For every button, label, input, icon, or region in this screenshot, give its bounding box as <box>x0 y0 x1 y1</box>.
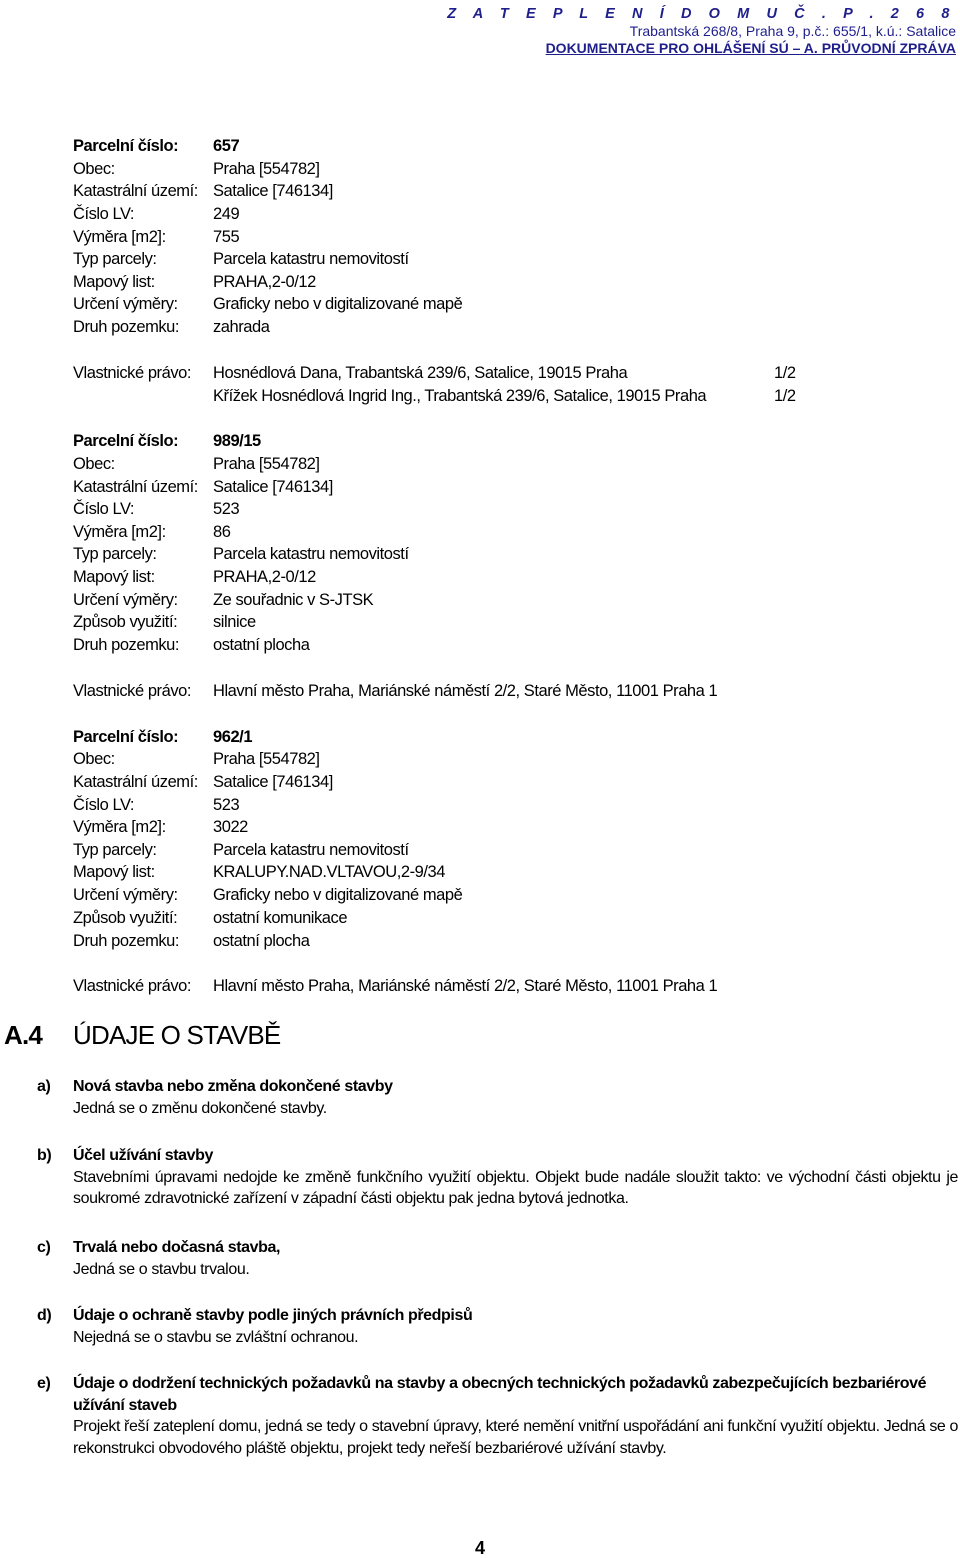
field-label: Katastrální území: <box>73 182 198 200</box>
field-value: zahrada <box>213 318 270 336</box>
item-heading: Nová stavba nebo změna dokončené stavby <box>73 1078 393 1095</box>
item-3 <box>0 1305 960 1348</box>
item-heading: Trvalá nebo dočasná stavba, <box>73 1239 281 1256</box>
item-letter: d) <box>37 1307 52 1324</box>
field-value: 86 <box>213 523 231 541</box>
field-label: Typ parcely: <box>73 841 157 859</box>
field-value: ostatní plocha <box>213 636 310 654</box>
field-label: Číslo LV: <box>73 796 135 814</box>
field-value: ostatní plocha <box>213 932 310 950</box>
item-1 <box>0 1145 960 1210</box>
field-label: Typ parcely: <box>73 250 157 268</box>
field-label: Výměra [m2]: <box>73 228 166 246</box>
field-value: Satalice [746134] <box>213 478 333 496</box>
field-value: KRALUPY.NAD.VLTAVOU,2-9/34 <box>213 863 445 881</box>
field-value: silnice <box>213 613 256 631</box>
field-value: Parcela katastru nemovitostí <box>213 841 409 859</box>
ownership-label: Vlastnické právo: <box>73 364 191 382</box>
field-label: Určení výměry: <box>73 591 178 609</box>
owner-share: 1/2 <box>774 387 796 405</box>
item-4 <box>0 1373 960 1459</box>
field-value: Parcela katastru nemovitostí <box>213 545 409 563</box>
field-label: Druh pozemku: <box>73 318 180 336</box>
field-value: 3022 <box>213 818 248 836</box>
item-body: Projekt řeší zateplení domu, jedná se tedy o stavební úpravy, které nemění vnitřní uspořádání ani funkční využití objektu. Jedná se o rekonstrukci obvodového pláště objektu, projekt tedy neřeší bezbariérové užívání stavby. <box>73 1418 958 1457</box>
field-value: Ze souřadnic v S-JTSK <box>213 591 374 609</box>
field-value: Parcela katastru nemovitostí <box>213 250 409 268</box>
item-heading: Údaje o dodržení technických požadavků na stavby a obecných technických požadavků zabezpečujících bezbariérové užívání staveb <box>73 1375 927 1414</box>
section-title: ÚDAJE O STAVBĚ <box>73 1020 281 1050</box>
field-label: Katastrální území: <box>73 773 198 791</box>
field-label: Parcelní číslo: <box>73 432 179 450</box>
item-letter: e) <box>37 1375 51 1392</box>
field-value: 523 <box>213 500 240 518</box>
field-label: Určení výměry: <box>73 886 178 904</box>
field-value: Satalice [746134] <box>213 773 333 791</box>
field-value: Praha [554782] <box>213 160 320 178</box>
field-label: Parcelní číslo: <box>73 137 179 155</box>
field-label: Katastrální území: <box>73 478 198 496</box>
field-label: Obec: <box>73 455 115 473</box>
field-label: Způsob využití: <box>73 909 178 927</box>
field-label: Druh pozemku: <box>73 636 180 654</box>
document-title: DOKUMENTACE PRO OHLÁŠENÍ SÚ – A. PRŮVODNÍ ZPRÁVA <box>545 40 956 56</box>
ownership-label: Vlastnické právo: <box>73 682 191 700</box>
field-value: 523 <box>213 796 240 814</box>
field-value: Praha [554782] <box>213 455 320 473</box>
item-heading: Účel užívání stavby <box>73 1147 214 1164</box>
field-value: 755 <box>213 228 240 246</box>
item-body: Nejedná se o stavbu se zvláštní ochranou. <box>73 1328 359 1346</box>
field-value: PRAHA,2-0/12 <box>213 273 316 291</box>
field-value: Praha [554782] <box>213 750 320 768</box>
item-letter: b) <box>37 1147 52 1164</box>
field-label: Typ parcely: <box>73 545 157 563</box>
field-label: Druh pozemku: <box>73 932 180 950</box>
field-value: Graficky nebo v digitalizované mapě <box>213 886 463 904</box>
field-value: 962/1 <box>213 728 253 746</box>
field-value: PRAHA,2-0/12 <box>213 568 316 586</box>
item-heading: Údaje o ochraně stavby podle jiných právních předpisů <box>73 1307 473 1324</box>
field-label: Výměra [m2]: <box>73 523 166 541</box>
owner-name: Hlavní město Praha, Mariánské náměstí 2/2, Staré Město, 11001 Praha 1 <box>213 682 718 700</box>
page-number: 4 <box>474 1538 485 1558</box>
field-label: Mapový list: <box>73 273 155 291</box>
owner-name: Hlavní město Praha, Mariánské náměstí 2/2, Staré Město, 11001 Praha 1 <box>213 977 718 995</box>
field-label: Mapový list: <box>73 863 155 881</box>
field-label: Výměra [m2]: <box>73 818 166 836</box>
field-value: Graficky nebo v digitalizované mapě <box>213 295 463 313</box>
item-letter: c) <box>37 1239 51 1256</box>
project-address: Trabantská 268/8, Praha 9, p.č.: 655/1, k.ú.: Satalice <box>629 23 956 39</box>
field-value: 657 <box>213 137 240 155</box>
section-number: A.4 <box>4 1020 43 1050</box>
field-label: Obec: <box>73 750 115 768</box>
field-label: Způsob využití: <box>73 613 178 631</box>
field-label: Číslo LV: <box>73 500 135 518</box>
item-letter: a) <box>37 1078 51 1095</box>
ownership-label: Vlastnické právo: <box>73 977 191 995</box>
field-label: Obec: <box>73 160 115 178</box>
field-value: ostatní komunikace <box>213 909 348 927</box>
field-label: Určení výměry: <box>73 295 178 313</box>
owner-name: Hosnédlová Dana, Trabantská 239/6, Satalice, 19015 Praha <box>213 364 628 382</box>
field-value: Satalice [746134] <box>213 182 333 200</box>
project-title: Z A T E P L E N Í D O M U Č . P . 2 6 8 <box>447 6 956 22</box>
field-label: Parcelní číslo: <box>73 728 179 746</box>
field-label: Číslo LV: <box>73 205 135 223</box>
field-value: 249 <box>213 205 240 223</box>
page-header <box>447 6 956 57</box>
item-body: Jedná se o změnu dokončené stavby. <box>73 1099 327 1117</box>
item-body: Stavebními úpravami nedojde ke změně funkčního využití objektu. Objekt bude nadále sloužit takto: ve východní části objektu je soukromé zdravotnické zařízení v západní části objektu pak jedna bytová jednotka. <box>73 1168 958 1207</box>
item-0 <box>0 1076 960 1119</box>
field-label: Mapový list: <box>73 568 155 586</box>
owner-share: 1/2 <box>774 364 796 382</box>
item-body: Jedná se o stavbu trvalou. <box>73 1260 250 1278</box>
owner-name: Křížek Hosnédlová Ingrid Ing., Trabantská 239/6, Satalice, 19015 Praha <box>213 387 707 405</box>
field-value: 989/15 <box>213 432 261 450</box>
item-2 <box>0 1237 960 1280</box>
